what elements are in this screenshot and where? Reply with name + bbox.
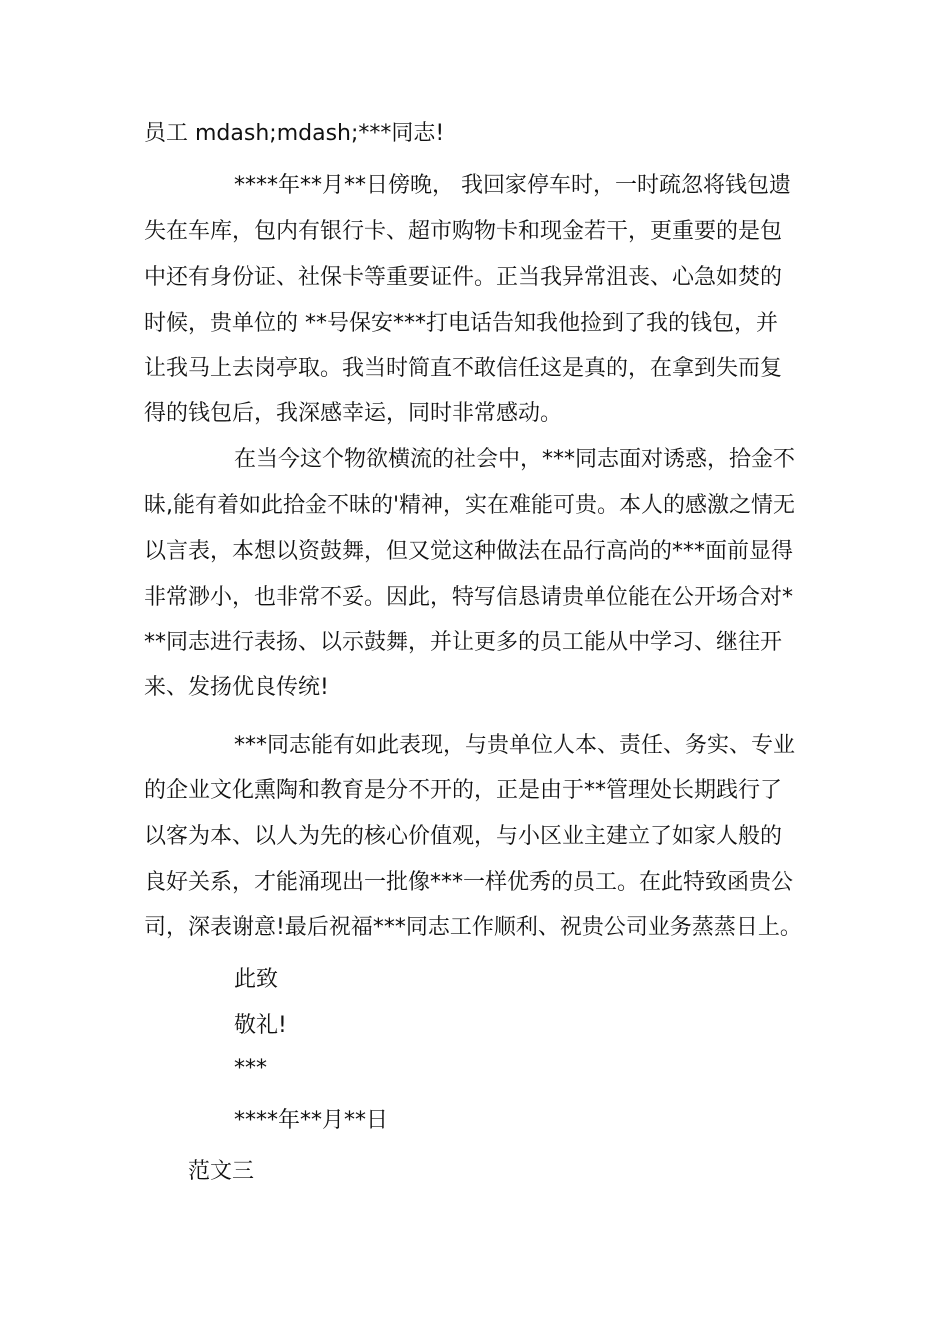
paragraph-1-line-4: 时候，贵单位的 **号保安***打电话告知我他捡到了我的钱包，并 xyxy=(144,311,778,336)
paragraph-2-line-3: 以言表，本想以资鼓舞，但又觉这种做法在品行高尚的***面前显得 xyxy=(144,539,794,564)
paragraph-1-line-6: 得的钱包后，我深感幸运，同时非常感动。 xyxy=(144,401,563,426)
paragraph-3-line-3: 以客为本、以人为先的核心价值观，与小区业主建立了如家人般的 xyxy=(144,824,783,849)
date-line: ****年**月**日 xyxy=(234,1108,389,1133)
paragraph-1-line-5: 让我马上去岗亭取。我当时简直不敢信任这是真的，在拿到失而复 xyxy=(144,356,783,381)
next-section-heading: 范文三 xyxy=(188,1159,255,1184)
paragraph-2-line-6: 来、发扬优良传统! xyxy=(144,675,329,700)
closing-regards: 敬礼! xyxy=(234,1013,287,1038)
paragraph-2-line-2: 昧,能有着如此拾金不昧的'精神，实在难能可贵。本人的感激之情无 xyxy=(144,493,796,518)
paragraph-2-line-1: 在当今这个物欲横流的社会中，***同志面对诱惑，拾金不 xyxy=(234,447,796,472)
paragraph-1-line-1: ****年**月**日傍晚， 我回家停车时，一时疏忽将钱包遗 xyxy=(234,173,791,198)
paragraph-3-line-4: 良好关系，才能涌现出一批像***一样优秀的员工。在此特致函贵公 xyxy=(144,870,794,895)
paragraph-2-line-4: 非常渺小，也非常不妥。因此，特写信恳请贵单位能在公开场合对* xyxy=(144,585,794,610)
paragraph-3-line-2: 的企业文化熏陶和教育是分不开的，正是由于**管理处长期践行了 xyxy=(144,778,783,803)
paragraph-2-line-5: **同志进行表扬、以示鼓舞，并让更多的员工能从中学习、继往开 xyxy=(144,630,783,655)
greeting-line: 员工 mdash;mdash;***同志! xyxy=(144,121,445,146)
paragraph-1-line-3: 中还有身份证、社保卡等重要证件。正当我异常沮丧、心急如焚的 xyxy=(144,265,783,290)
paragraph-3-line-1: ***同志能有如此表现，与贵单位人本、责任、务实、专业 xyxy=(234,733,796,758)
closing-salutation: 此致 xyxy=(234,967,279,992)
paragraph-3-line-5: 司，深表谢意!最后祝福***同志工作顺利、祝贵公司业务蒸蒸日上。 xyxy=(144,915,802,940)
paragraph-1-line-2: 失在车库，包内有银行卡、超市购物卡和现金若干，更重要的是包 xyxy=(144,219,783,244)
signature: *** xyxy=(234,1056,267,1081)
